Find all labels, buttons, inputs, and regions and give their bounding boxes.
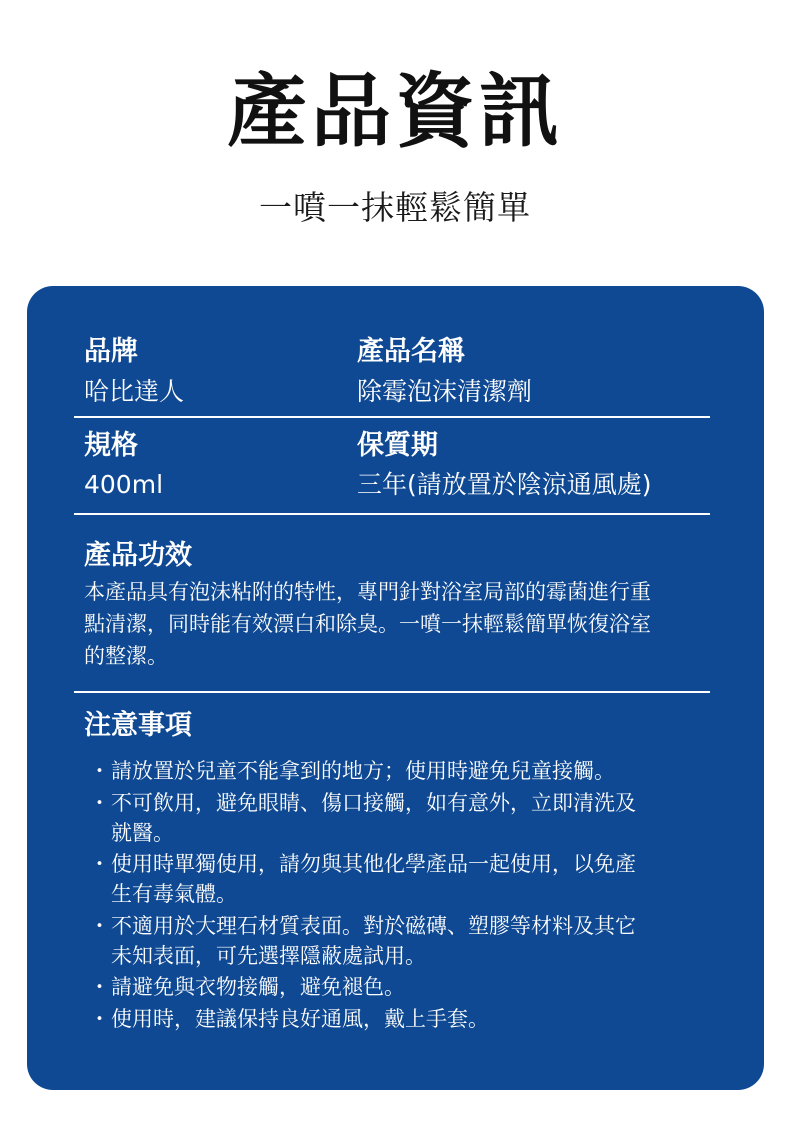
page-title: 產品資訊 <box>227 65 563 158</box>
note-item <box>89 972 749 1002</box>
notes-label: 注意事項 <box>84 710 192 741</box>
shelf-life-value: 三年(請放置於陰涼通風處) <box>357 470 652 499</box>
bullet-icon: ・ <box>89 790 110 815</box>
divider-2 <box>74 513 710 515</box>
note-line: 就醫。 <box>111 820 174 845</box>
note-line: 生有毒氣體。 <box>111 882 237 906</box>
notes-list <box>89 756 749 1035</box>
efficacy-line: 的整潔。 <box>84 644 168 668</box>
divider-3 <box>74 691 710 693</box>
efficacy-line: 點清潔，同時能有效漂白和除臭。一噴一抹輕鬆簡單恢復浴室 <box>84 612 651 636</box>
note-item <box>89 911 749 971</box>
note-item <box>89 849 749 909</box>
product-info-card <box>27 286 764 1090</box>
divider-1 <box>74 416 710 418</box>
shelf-life-label: 保質期 <box>357 430 438 461</box>
note-line: 使用時，建議保持良好通風，戴上手套。 <box>111 1006 489 1031</box>
note-item <box>89 1004 749 1034</box>
efficacy-label: 產品功效 <box>84 540 192 571</box>
note-line: 不可飲用，避免眼睛、傷口接觸，如有意外，立即清洗及 <box>111 790 636 815</box>
brand-label: 品牌 <box>84 336 138 367</box>
bullet-icon: ・ <box>89 975 110 999</box>
note-line: 不適用於大理石材質表面。對於磁磚、塑膠等材料及其它 <box>111 913 636 938</box>
bullet-icon: ・ <box>89 759 110 783</box>
note-line: 請避免與衣物接觸，避免褪色。 <box>111 975 405 999</box>
efficacy-description <box>84 576 744 672</box>
note-line: 請放置於兒童不能拿到的地方；使用時避免兒童接觸。 <box>111 759 615 783</box>
note-item <box>89 756 749 786</box>
note-line: 使用時單獨使用，請勿與其他化學產品一起使用，以免產 <box>111 852 636 876</box>
spec-value: 400ml <box>84 470 164 499</box>
efficacy-line: 本產品具有泡沫粘附的特性，專門針對浴室局部的霉菌進行重 <box>84 580 651 604</box>
product-name-value: 除霉泡沫清潔劑 <box>357 377 533 406</box>
note-line: 未知表面，可先選擇隱蔽處試用。 <box>111 943 426 968</box>
product-name-label: 產品名稱 <box>357 336 465 367</box>
bullet-icon: ・ <box>89 852 110 876</box>
spec-label: 規格 <box>84 430 138 461</box>
bullet-icon: ・ <box>89 1006 110 1031</box>
bullet-icon: ・ <box>89 913 110 938</box>
note-item <box>89 788 749 848</box>
page-subtitle: 一噴一抹輕鬆簡單 <box>259 188 531 227</box>
brand-value: 哈比達人 <box>84 377 185 406</box>
